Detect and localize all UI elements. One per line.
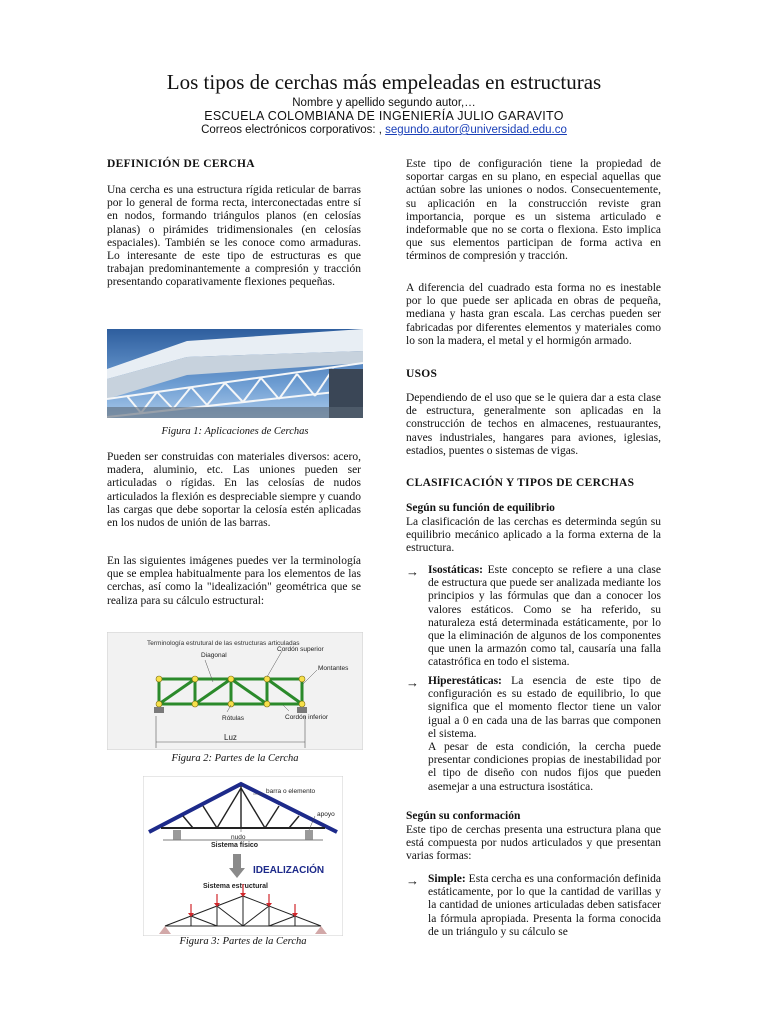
ground-shadow [107, 407, 363, 418]
label-nudo: nudo [231, 834, 246, 841]
fig2-title: Terminología estrutural de las estructuras articuladas [147, 640, 300, 647]
email-link[interactable]: segundo.autor@universidad.edu.co [385, 124, 567, 136]
section-heading-definicion: DEFINICIÓN DE CERCHA [107, 158, 255, 170]
para-text: La clasificación de las cerchas es determinda según su equilibrio mecánico aplicado a la forma externa de la estructura. [406, 516, 661, 555]
para-definicion [107, 184, 361, 290]
section-heading-usos: USOS [406, 368, 438, 380]
email-label: Correos electrónicos corporativos: , [201, 124, 386, 136]
label-luz: Luz [224, 733, 237, 742]
para-text: En las siguientes imágenes puedes ver la terminología que se emplea habitualmente para los elementos de las cerchas, así como la "idealización" geométrica que se realiza para su cálculo estructural: [107, 555, 361, 607]
label-apoyo: apoyo [317, 811, 335, 818]
label-cordon-inferior: Cordón inferior [285, 714, 328, 721]
subheading-equilibrio: Según su función de equilibrio [406, 502, 555, 514]
para-text: Este tipo de cerchas presenta una estructura plana que está compuesta por nudos articulados y que presentan varias formas: [406, 824, 661, 863]
para-conformacion [406, 824, 661, 864]
item-text: Esta cercha es una conformación definida estáticamente, por lo que la cantidad de varillas y la cantidad de uniones articuladas deben satisfacer la fórmula apropiada. Presenta la forma conocida de un triángulo y su cálculo se [428, 873, 661, 938]
para-text: Pueden ser construidas con materiales diversos: acero, madera, aluminio, etc. Las uniones pueden ser articuladas o rígidas. En las celosías de nudos articulados la flexión es despreciable siempre y cuando las cargas que debe soportar la celosía estén aplicadas en los nudos de unión de las barras. [107, 451, 361, 530]
para-equilibrio [406, 516, 661, 556]
list-item-simple [428, 873, 661, 939]
figure-1-caption: Figura 1: Aplicaciones de Cerchas [161, 426, 309, 437]
para-cuadrado [406, 282, 661, 348]
section-heading-clasificacion: CLASIFICACIÓN Y TIPOS DE CERCHAS [406, 477, 635, 489]
figure-1-photo [107, 329, 363, 418]
para-text: Dependiendo de el uso que se le quiera dar a esta clase de estructura, generalmente son aplicadas en la construcción de techos en almacenes, restuaurantes, naves industriales, hangares para aviones, iglesias, estadios, puentes o sistemas de vigas. [406, 392, 661, 457]
para-text: Este tipo de configuración tiene la propiedad de soportar cargas en su plano, en especial aquellas que actúan sobre las uniones o nodos. Consecuentemente, su aplicación en la construcción reviste gran importancia, porque es un sistema articulado e indeformable que no se corta o flexiona. Esto implica que sus elementos participan de forma activa en términos de compresión y tracción. [406, 158, 661, 263]
subheading-conformacion: Según su conformación [406, 810, 521, 822]
para-text: A diferencia del cuadrado esta forma no es inestable por lo que puede ser aplicada en obras de pequeña, mediana y hasta gran escala. Las cerchas pueden ser fabricadas por diferentes elementos y materiales como lo son la madera, el metal y el hormigón armado. [406, 282, 661, 347]
item-label: Hiperestáticas: [428, 675, 502, 687]
label-sistema-fisico: Sistema físico [211, 842, 259, 849]
arrow-bullet-icon: → [406, 873, 419, 888]
item-text: La esencia de este tipo de configuración es su estado de equilibrio, lo que significa que el momento flector tiene un valor igual a 0 en cada una de las barras que componen el sistema. [428, 675, 661, 740]
list-item-hiperestaticas [428, 675, 661, 794]
para-usos [406, 392, 661, 458]
para-configuracion [406, 158, 661, 264]
arrow-bullet-icon: → [406, 564, 419, 579]
label-diagonal: Diagonal [201, 652, 227, 659]
school-line: ESCUELA COLOMBIANA DE INGENIERÍA JULIO GARAVITO [204, 109, 564, 123]
item-label: Simple: [428, 873, 466, 885]
figure-2-caption: Figura 2: Partes de la Cercha [171, 753, 299, 764]
label-idealizacion: IDEALIZACIÓN [253, 865, 325, 876]
list-item-isostaticas [428, 564, 661, 670]
label-barra: barra o elemento [266, 788, 316, 795]
label-montantes: Montantes [318, 665, 349, 672]
label-rotulas: Rótulas [222, 715, 245, 722]
figure-2-diagram [107, 632, 363, 750]
authors-line: Nombre y apellido segundo autor,… [292, 97, 476, 109]
email-line [0, 123, 768, 137]
paper-title: Los tipos de cerchas más empeleadas en estructuras [166, 70, 602, 94]
item-text: Este concepto se refiere a una clase de estructura que puede ser analizada mediante los principios y las fórmulas que dan a conocer los valores estáticos. Como se ha referido, su naturaleza está determinada estáticamente, por lo que la eliminación de algunos de los componentes que unen la armazón como tal, causaría una falla catastrófica en todo el sistema. [428, 564, 661, 669]
para-terminologia [107, 555, 361, 608]
figure-3-diagram [143, 776, 343, 936]
figure-3-caption: Figura 3: Partes de la Cercha [179, 936, 307, 947]
label-sistema-estructural: Sistema estructural [203, 883, 268, 890]
label-cordon-superior: Cordón superior [277, 646, 324, 653]
para-text: Una cercha es una estructura rígida reticular de barras por lo general de forma recta, interconectadas entre sí en nodos, formando triángulos planos (en celosías planas) o pirámides tridimensionales (en celosías espaciales). También se les conoce como armaduras. Lo interesante de este tipo de estructuras es que trabajan predominantemente a compresión y tracción presentando coparativamente flexiones pequeñas. [107, 184, 361, 289]
arrow-bullet-icon: → [406, 675, 419, 690]
para-materiales [107, 451, 361, 530]
item-text-2: A pesar de esta condición, la cercha puede presentar condiciones propias de inestabilidad por el tipo de diseño con nudos fijos que pueden asemejar a una estructura isostática. [428, 741, 661, 793]
item-label: Isostáticas: [428, 564, 483, 576]
